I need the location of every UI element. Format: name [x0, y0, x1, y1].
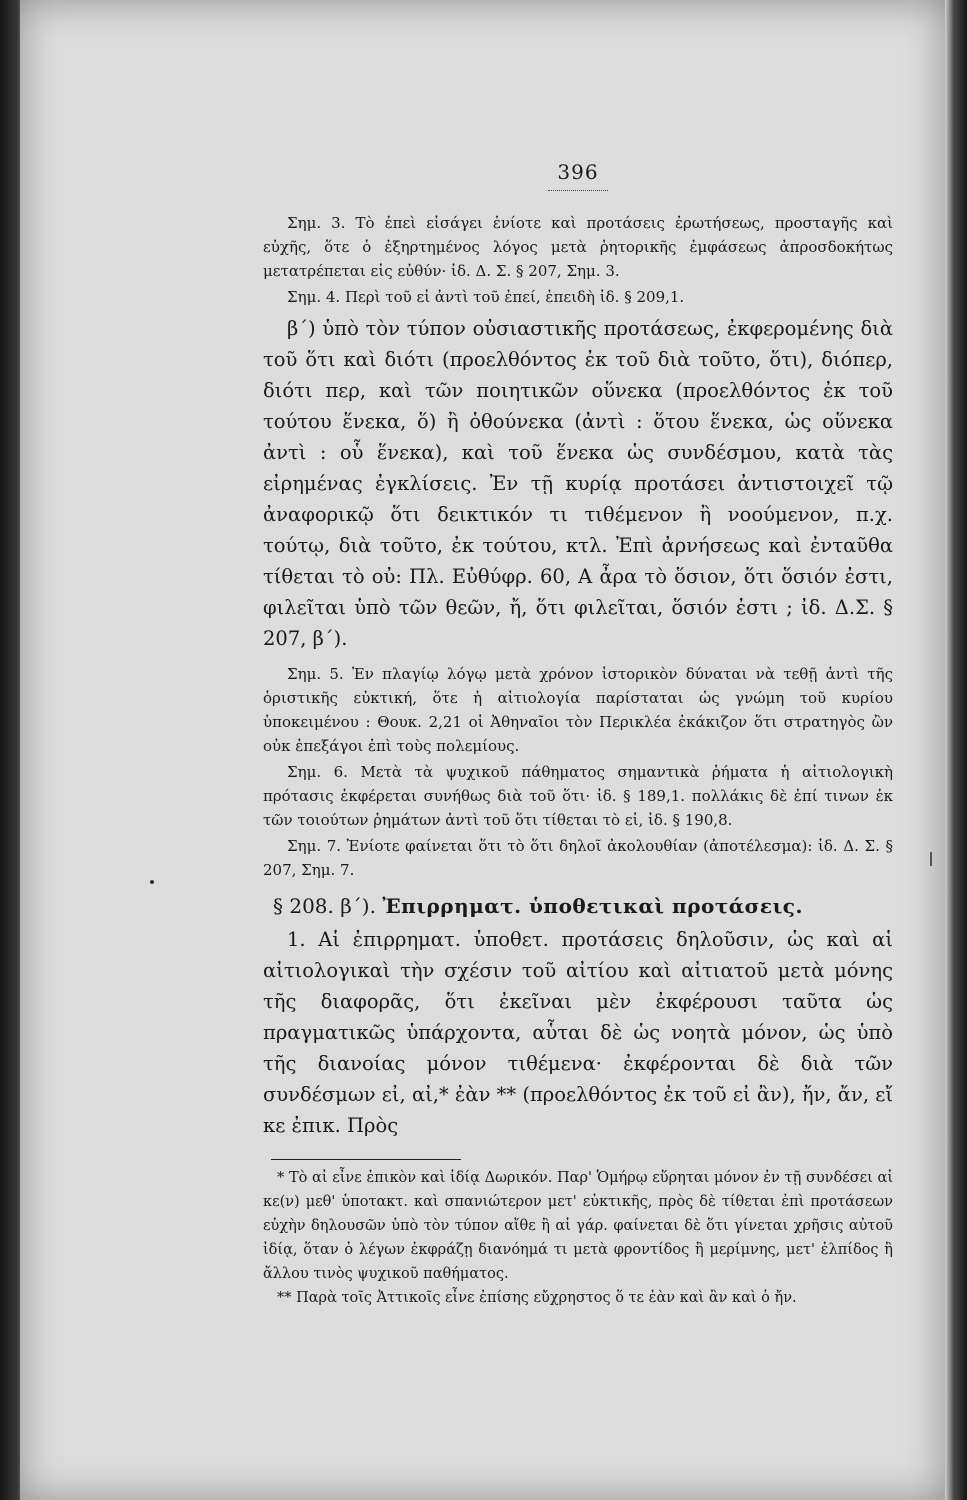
- ink-speck: [150, 880, 154, 884]
- scan-right-edge: [945, 0, 967, 1500]
- page-number: 396: [557, 160, 599, 184]
- section-heading: [263, 888, 893, 924]
- section-number: § 208. β΄).: [273, 894, 376, 918]
- note-5: Σημ. 5. Ἐν πλαγίῳ λόγῳ μετὰ χρόνον ἱστορικὸν δύναται νὰ τεθῇ ἀντὶ τῆς ὁριστικῆς εὐκτική, ὅτε ἡ αἰτιολογία παρίσταται ὡς γνώμη τοῦ κυρίου ὑποκειμένου : Θουκ. 2,21 οἱ Ἀθηναῖοι τὸν Περικλέα ἐκάκιζον ὅτι στρατηγὸς ὢν οὐκ ἐπεξάγοι ἐπὶ τοὺς πολεμίους.: [263, 665, 893, 755]
- point-1: 1. Αἱ ἐπιρρηματ. ὑποθετ. προτάσεις δηλοῦσιν, ὡς καὶ αἱ αἰτιολογικαὶ τὴν σχέσιν τοῦ αἰτίου καὶ αἰτιατοῦ μετὰ μόνης τῆς διαφορᾶς, ὅτι ἐκεῖναι μὲν ἐκφέρουσι ταῦτα ὡς πραγματικῶς ὑπάρχοντα, αὗται δὲ ὡς νοητὰ μόνον, ὡς ὑπὸ τῆς διανοίας μόνον τιθέμενα· ἐκφέρονται δὲ διὰ τῶν συνδέσμων εἰ, αἰ,* ἐὰν ** (προελθόντος ἐκ τοῦ εἰ ἂν), ἤν, ἄν, εἴ κε ἐπικ. Πρὸς: [263, 928, 893, 1137]
- footnote-2: ** Παρὰ τοῖς Ἀττικοῖς εἶνε ἐπίσης εὔχρηστος ὅ τε ἐὰν καὶ ἂν καὶ ὁ ἤν.: [277, 1290, 797, 1306]
- footnote-rule: [271, 1159, 461, 1160]
- footnote-1: * Τὸ αἰ εἶνε ἐπικὸν καὶ ἰδίᾳ Δωρικόν. Παρ' Ὁμήρῳ εὕρηται μόνον ἐν τῇ συνδέσει αἰ κε(ν) μεθ' ὑποτακτ. καὶ σπανιώτερον μετ' εὐκτικῆς, πρὸς δὲ τίθεται ἐπὶ προτάσεων εὐχὴν δηλουσῶν ὑπὸ τὸν τύπον αἴθε ἢ αἰ γάρ. φαίνεται δὲ ὅτι γίνεται χρῆσις αὐτοῦ ἰδίᾳ, ὅταν ὁ λέγων ἐκφράζῃ διανόημά τι μετὰ φροντίδος ἢ μερίμνης, μετ' ἐλπίδος ἢ ἄλλου τινὸς ψυχικοῦ παθήματος.: [263, 1170, 893, 1282]
- margin-mark: [930, 852, 932, 866]
- note-4: Σημ. 4. Περὶ τοῦ εἰ ἀντὶ τοῦ ἐπεί, ἐπειδὴ ἰδ. § 209,1.: [287, 288, 685, 306]
- section-title: Ἐπιρρηματ. ὑποθετικαὶ προτάσεις.: [382, 894, 803, 918]
- paragraph-beta: β΄) ὑπὸ τὸν τύπον οὐσιαστικῆς προτάσεως, ἐκφερομένης διὰ τοῦ ὅτι καὶ διότι (προελθόντος ἐκ τοῦ διὰ τοῦτο, ὅτι), διόπερ, διότι περ, καὶ τῶν ποιητικῶν οὕνεκα (προελθόντος ἐκ τοῦ τούτου ἕνεκα, ὅ) ἢ ὁθούνεκα (ἀντὶ : ὅτου ἕνεκα, ὡς οὕνεκα ἀντὶ : οὗ ἕνεκα), καὶ τοῦ ἕνεκα ὡς συνδέσμου, κατὰ τὰς εἰρημένας ἐγκλίσεις. Ἐν τῇ κυρίᾳ προτάσει ἀντιστοιχεῖ τῷ ἀναφορικῷ ὅτι δεικτικόν τι τιθέμενον ἢ νοούμενον, π.χ. τούτῳ, διὰ τοῦτο, ἐκ τούτου, κτλ. Ἐπὶ ἀρνήσεως καὶ ἐνταῦθα τίθεται τὸ οὐ: Πλ. Εὐθύφρ. 60, Α ἆρα τὸ ὅσιον, ὅτι ὅσιόν ἐστι, φιλεῖται ὑπὸ τῶν θεῶν, ἤ, ὅτι φιλεῖται, ὅσιόν ἐστι ; ἰδ. Δ.Σ. § 207, β΄).: [263, 317, 893, 650]
- page-body: [263, 160, 893, 1310]
- note-6: Σημ. 6. Μετὰ τὰ ψυχικοῦ πάθηματος σημαντικὰ ῥήματα ἡ αἰτιολογικὴ πρότασις ἐκφέρεται συνήθως διὰ τοῦ ὅτι· ἰδ. § 189,1. πολλάκις δὲ ἐπί τινων ἐκ τῶν τοιούτων ῥημάτων ἀντὶ τοῦ ὅτι τίθεται τὸ εἰ, ἰδ. § 190,8.: [263, 763, 893, 829]
- note-7: Σημ. 7. Ἐνίοτε φαίνεται ὅτι τὸ ὅτι δηλοῖ ἀκολουθίαν (ἀποτέλεσμα): ἰδ. Δ. Σ. § 207, Σημ. 7.: [263, 837, 893, 879]
- note-3: Σημ. 3. Τὸ ἐπεὶ εἰσάγει ἐνίοτε καὶ προτάσεις ἐρωτήσεως, προσταγῆς καὶ εὐχῆς, ὅτε ὁ ἐξηρτημένος λόγος μετὰ ῥητορικῆς ἐμφάσεως ἀπροσδοκήτως μετατρέπεται εἰς εὐθύν· ἰδ. Δ. Σ. § 207, Σημ. 3.: [263, 214, 893, 280]
- page-number-rule: [548, 190, 608, 191]
